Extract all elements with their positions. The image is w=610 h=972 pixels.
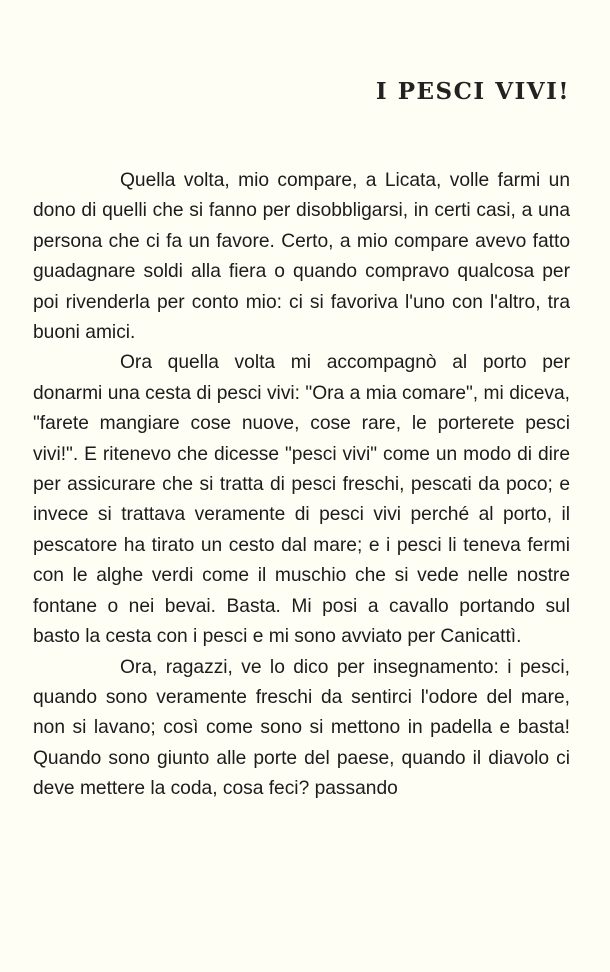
paragraph-2: Ora quella volta mi accompagnò al porto per donarmi una cesta di pesci vivi: "Ora a mia comare", mi diceva, "farete mangiare cose nuove, cose rare, le porterete pesci vivi!". E ritenevo che dicesse "pesci vivi" come un modo di dire per assicurare che si tratta di pesci freschi, pescati da poco; e invece si trattava veramente di pesci vivi perché al porto, il pescatore ha tirato un cesto dal mare; e i pesci li teneva fermi con le alghe verdi come il muschio che si vede nelle nostre fontane o nei bevai. Basta. Mi posi a cavallo portando sul basto la cesta con i pesci e mi sono avviato per Canicattì. xyxy=(33,352,570,648)
chapter-title: I PESCI VIVI! xyxy=(375,78,570,105)
chapter-body xyxy=(33,166,570,805)
paragraph-1: Quella volta, mio compare, a Licata, volle farmi un dono di quelli che si fanno per disobbligarsi, in certi casi, a una persona che ci fa un favore. Certo, a mio compare avevo fatto guadagnare soldi alla fiera o quando compravo qualcosa per poi rivenderla per conto mio: ci si favoriva l'uno con l'altro, tra buoni amici. xyxy=(33,170,570,344)
paragraph-3: Ora, ragazzi, ve lo dico per insegnamento: i pesci, quando sono veramente freschi da sentirci l'odore del mare, non si lavano; così come sono si mettono in padella e basta! Quando sono giunto alle porte del paese, quando il diavolo ci deve mettere la coda, cosa feci? passando xyxy=(33,656,570,800)
